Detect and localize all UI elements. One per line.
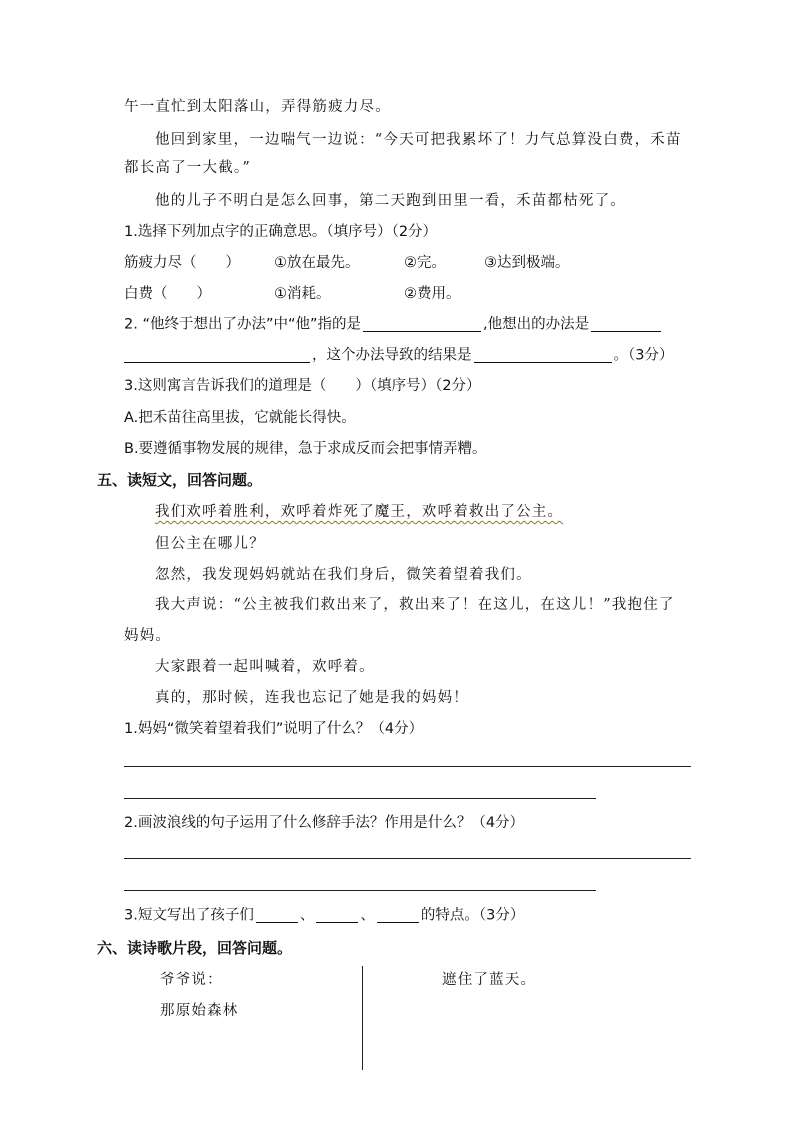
q4-row1-word: 筋疲力尽（ ） bbox=[124, 255, 240, 271]
answer-blank-trait-2[interactable] bbox=[316, 908, 358, 923]
poem-right-line-1: 遮住了蓝天。 bbox=[442, 972, 537, 988]
story-line-3: 他的儿子不明白是怎么回事，第二天跑到田里一看，禾苗都枯死了。 bbox=[155, 193, 626, 209]
q4-row2-opt1: ①消耗。 bbox=[274, 286, 331, 302]
answer-line-q1-b[interactable] bbox=[124, 798, 596, 799]
story-line-1: 午一直忙到太阳落山，弄得筋疲力尽。 bbox=[124, 99, 391, 115]
section-5-heading: 五、读短文，回答问题。 bbox=[97, 471, 263, 489]
q4-q2-prefix: 2. “他终于想出了办法”中“他”指的是 bbox=[124, 316, 361, 333]
answer-blank-result[interactable] bbox=[474, 348, 612, 363]
q4-question-2-line-2 bbox=[124, 348, 673, 363]
q4-row2-opt2: ②费用。 bbox=[404, 286, 461, 302]
q4-row1-opt3: ③达到极端。 bbox=[484, 255, 570, 271]
q4-question-1: 1.选择下列加点字的正确意思。（填序号）（2分） bbox=[124, 224, 438, 240]
answer-line-q2-a[interactable] bbox=[124, 858, 691, 859]
q4-q2-mid: ,他想出的办法是 bbox=[483, 316, 590, 333]
answer-blank-method[interactable] bbox=[591, 317, 661, 332]
sec5-line-3: 忽然，我发现妈妈就站在我们身后，微笑着望着我们。 bbox=[155, 567, 532, 583]
answer-blank-trait-3[interactable] bbox=[377, 908, 419, 923]
q4-q2-mid2: ，这个办法导致的结果是 bbox=[312, 347, 472, 364]
poem-column-divider bbox=[362, 966, 363, 1070]
sec5-q3-sep-1: 、 bbox=[299, 907, 315, 924]
q4-option-a: A.把禾苗往高里拔，它就能长得快。 bbox=[124, 410, 356, 426]
sec5-line-2: 但公主在哪儿？ bbox=[155, 536, 265, 552]
q4-row1-opt2: ②完。 bbox=[404, 255, 446, 271]
sec5-line-4a: 我大声说：“公主被我们救出来了，救出来了！在这儿，在这儿！”我抱住了 bbox=[155, 597, 675, 613]
q4-option-b: B.要遵循事物发展的规律，急于求成反而会把事情弄糟。 bbox=[124, 441, 487, 457]
story-line-2a: 他回到家里，一边喘气一边说：“今天可把我累坏了！力气总算没白费，禾苗 bbox=[155, 132, 682, 148]
sec5-question-3 bbox=[124, 908, 524, 923]
q4-row2-word: 白费（ ） bbox=[124, 286, 211, 302]
sec5-q3-prefix: 3.短文写出了孩子们 bbox=[124, 907, 254, 924]
q4-row1-opt1: ①放在最先。 bbox=[274, 255, 360, 271]
story-line-2b: 都长高了一大截。” bbox=[124, 160, 251, 176]
answer-line-q2-b[interactable] bbox=[124, 890, 596, 891]
sec5-q3-sep-2: 、 bbox=[360, 907, 375, 924]
answer-blank-trait-1[interactable] bbox=[256, 908, 298, 923]
sec5-line-1 bbox=[155, 505, 563, 520]
sec5-line-4b: 妈妈。 bbox=[124, 628, 172, 644]
q4-q2-end: 。（3分） bbox=[613, 347, 674, 364]
sec5-question-1: 1.妈妈“微笑着望着我们”说明了什么？（4分） bbox=[124, 721, 424, 737]
q4-question-2-line-1 bbox=[124, 317, 663, 332]
q4-question-3: 3.这则寓言告诉我们的道理是（ ）（填序号）（2分） bbox=[124, 378, 481, 394]
sec5-q3-end: 的特点。（3分） bbox=[420, 907, 525, 924]
sec5-line-6: 真的，那时候，连我也忘记了她是我的妈妈！ bbox=[155, 690, 469, 706]
answer-line-q1-a[interactable] bbox=[124, 766, 691, 767]
answer-blank-method-cont[interactable] bbox=[124, 348, 310, 363]
section-6-heading: 六、读诗歌片段，回答问题。 bbox=[97, 939, 293, 957]
poem-left-line-1: 爷爷说： bbox=[160, 972, 223, 988]
poem-left-line-2: 那原始森林 bbox=[160, 1003, 239, 1019]
sec5-line-5: 大家跟着一起叫喊着，欢呼着。 bbox=[155, 659, 375, 675]
sec5-question-2: 2.画波浪线的句子运用了什么修辞手法？作用是什么？（4分） bbox=[124, 815, 525, 831]
wavy-underlined-sentence: 我们欢呼着胜利，欢呼着炸死了魔王，欢呼着救出了公主。 bbox=[155, 504, 564, 520]
answer-blank-who[interactable] bbox=[363, 317, 481, 332]
